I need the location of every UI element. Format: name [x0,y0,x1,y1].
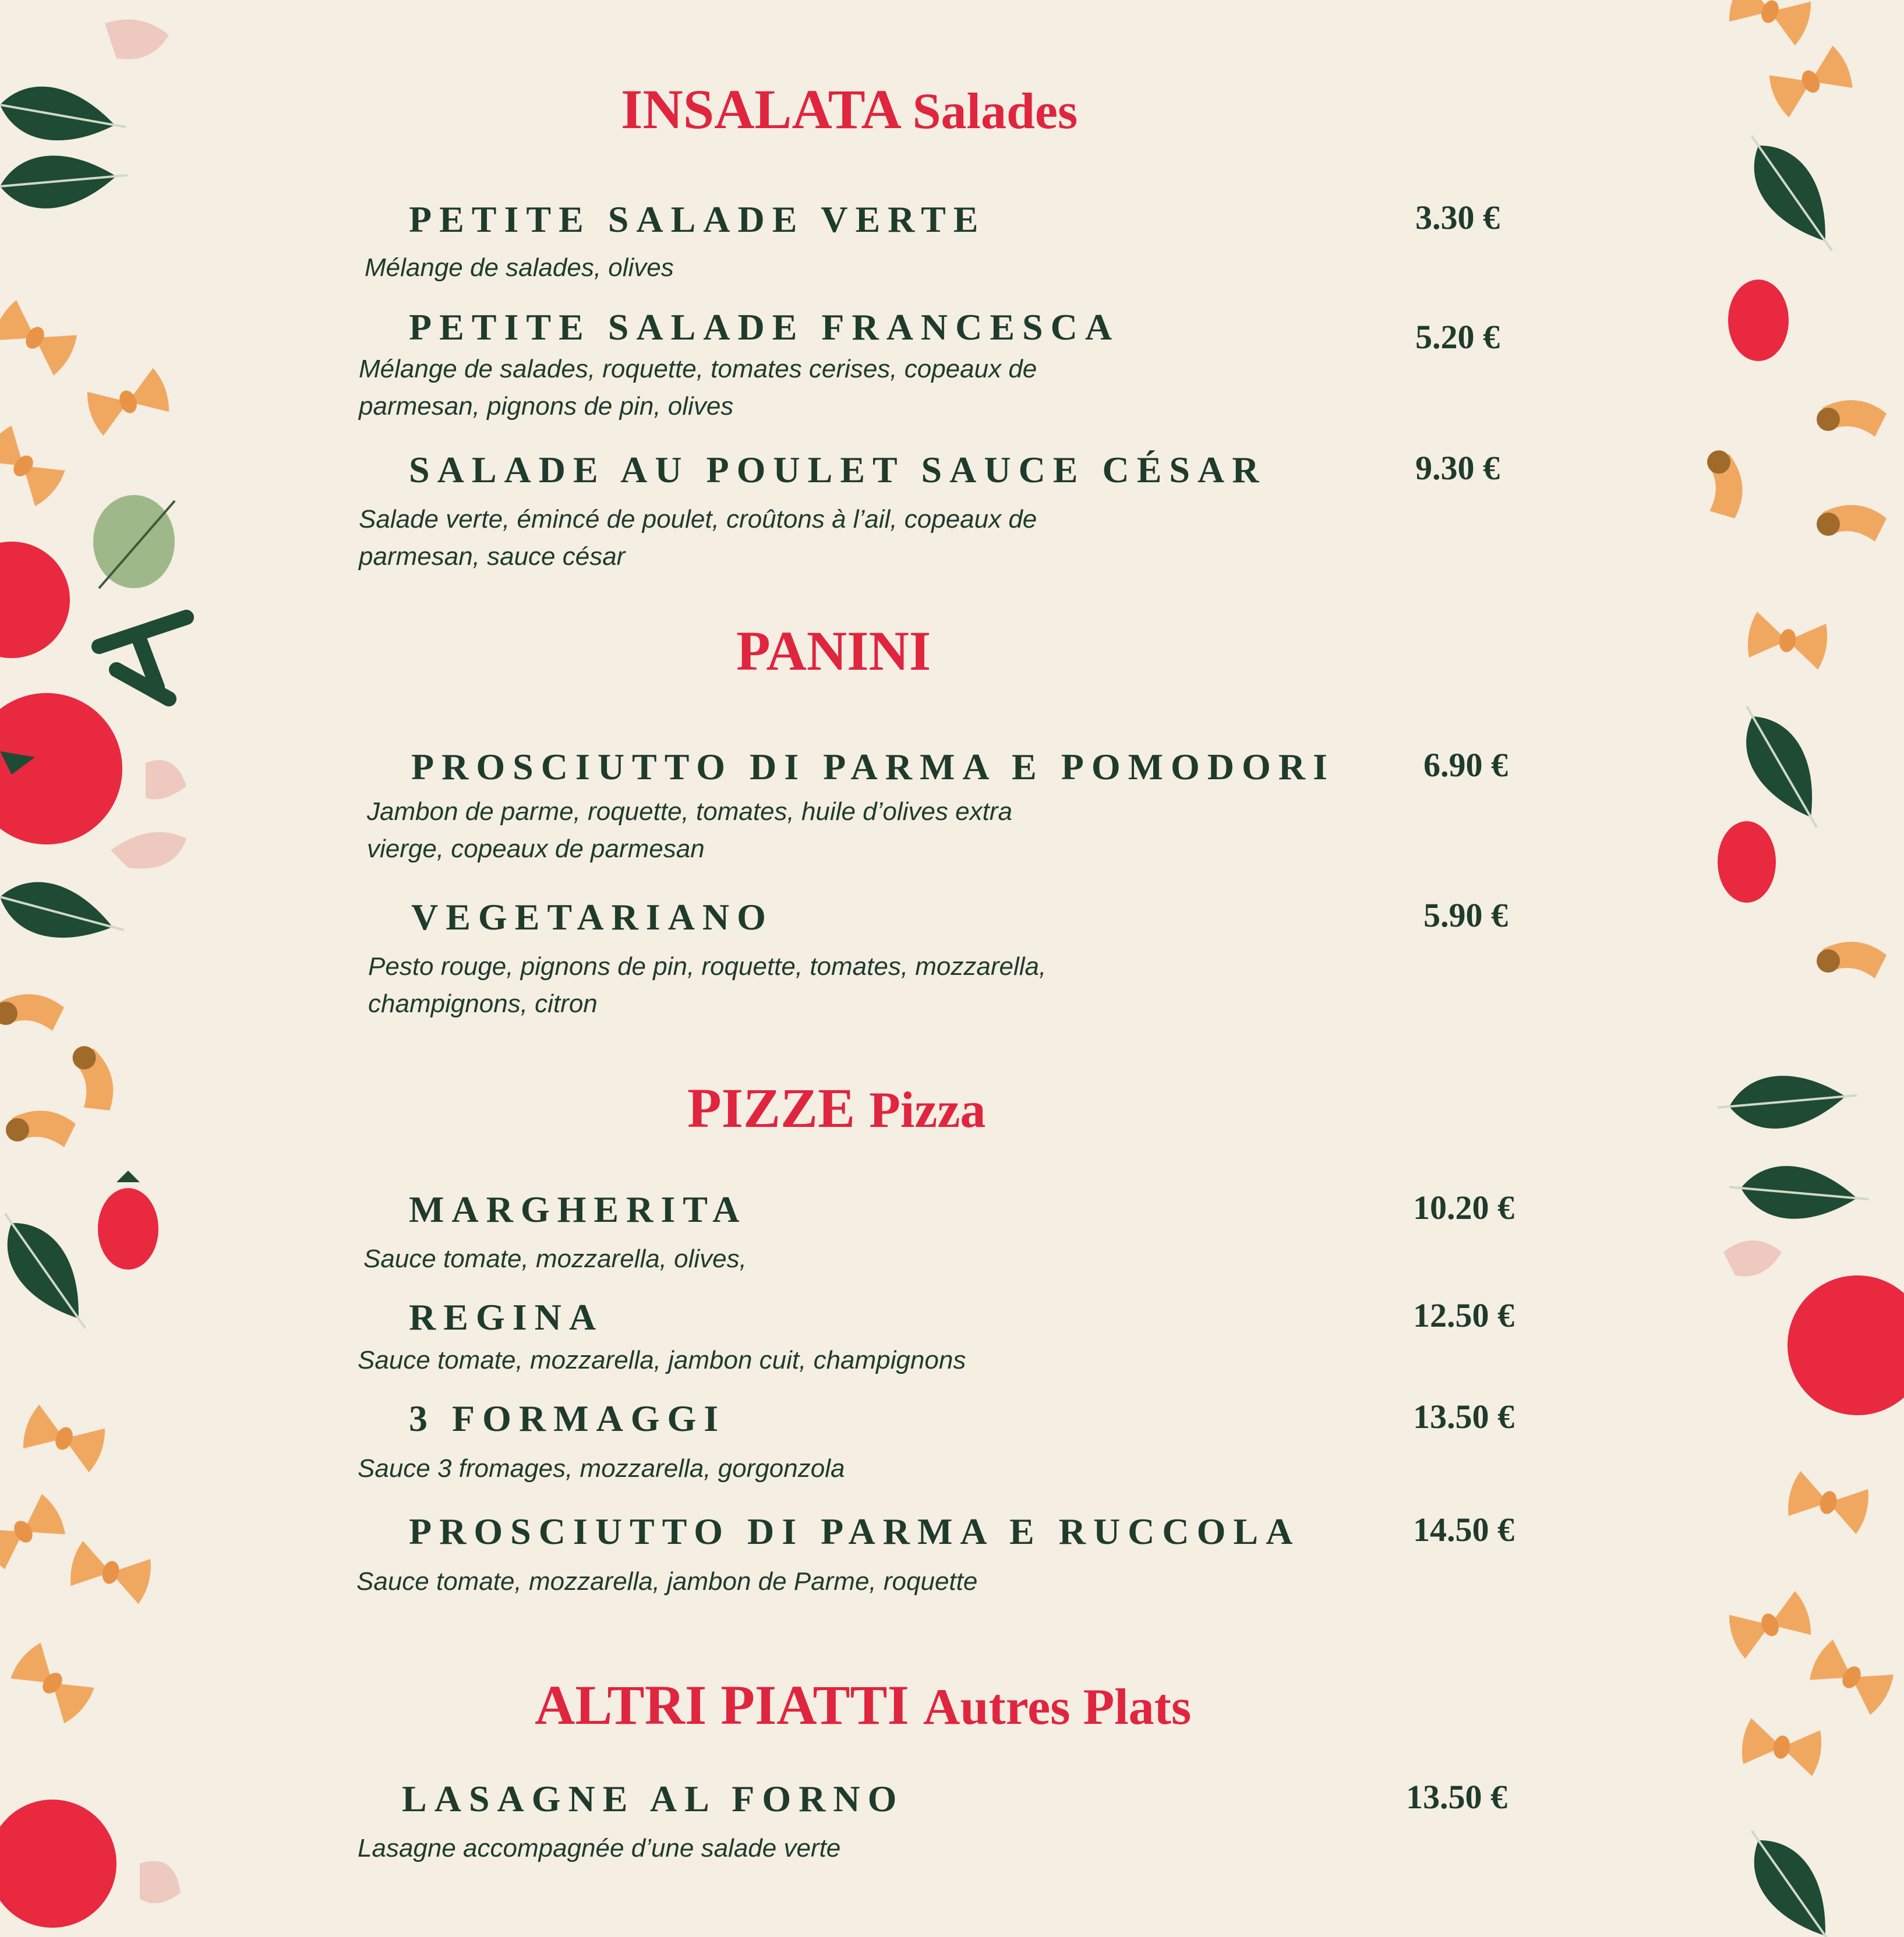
item-name: PROSCIUTTO DI PARMA E RUCCOLA [409,1511,1301,1552]
item-description: Jambon de parme, roquette, tomates, huile d’olives extra vierge, copeaux de parmesan [367,797,1012,863]
item-name: PROSCIUTTO DI PARMA E POMODORI [411,746,1335,787]
section-title-panini: PANINI [736,620,931,682]
item-price: 3.30 € [1415,199,1500,236]
item-name: LASAGNE AL FORNO [402,1778,905,1819]
item-description: Sauce tomate, mozzarella, olives, [363,1245,747,1273]
item-price: 13.50 € [1406,1778,1507,1816]
item-description: Sauce tomate, mozzarella, jambon cuit, champignons [358,1346,966,1374]
item-price: 13.50 € [1413,1398,1514,1436]
item-description: Mélange de salades, roquette, tomates cerises, copeaux de parmesan, pignons de pin, olives [359,355,1037,420]
item-price: 12.50 € [1413,1296,1514,1334]
item-name: 3 FORMAGGI [409,1398,726,1439]
section-title-insalata: INSALATA Salades [621,78,1078,140]
section-title-pizze: PIZZE Pizza [687,1077,986,1139]
item-price: 5.90 € [1423,896,1508,934]
item-description: Lasagne accompagnée d’une salade verte [358,1834,841,1862]
item-price: 10.20 € [1413,1189,1514,1226]
item-price: 6.90 € [1423,746,1508,784]
item-name: VEGETARIANO [411,896,773,938]
item-description: Salade verte, émincé de poulet, croûtons à l’ail, copeaux de parmesan, sauce césar [359,505,1037,571]
section-title-altri-piatti: ALTRI PIATTI Autres Plats [535,1674,1192,1736]
item-description: Pesto rouge, pignons de pin, roquette, tomates, mozzarella, champignons, citron [368,952,1047,1018]
item-name: MARGHERITA [409,1189,747,1230]
item-price: 5.20 € [1415,318,1500,356]
item-price: 14.50 € [1413,1511,1514,1549]
item-name: PETITE SALADE VERTE [409,199,986,240]
item-description: Mélange de salades, olives [365,253,674,282]
item-description: Sauce tomate, mozzarella, jambon de Parme, roquette [356,1567,978,1596]
item-price: 9.30 € [1415,449,1500,487]
item-description: Sauce 3 fromages, mozzarella, gorgonzola [358,1454,845,1483]
item-name: PETITE SALADE FRANCESCA [409,306,1120,348]
item-name: REGINA [409,1296,604,1338]
item-name: SALADE AU POULET SAUCE CÉSAR [409,449,1267,490]
